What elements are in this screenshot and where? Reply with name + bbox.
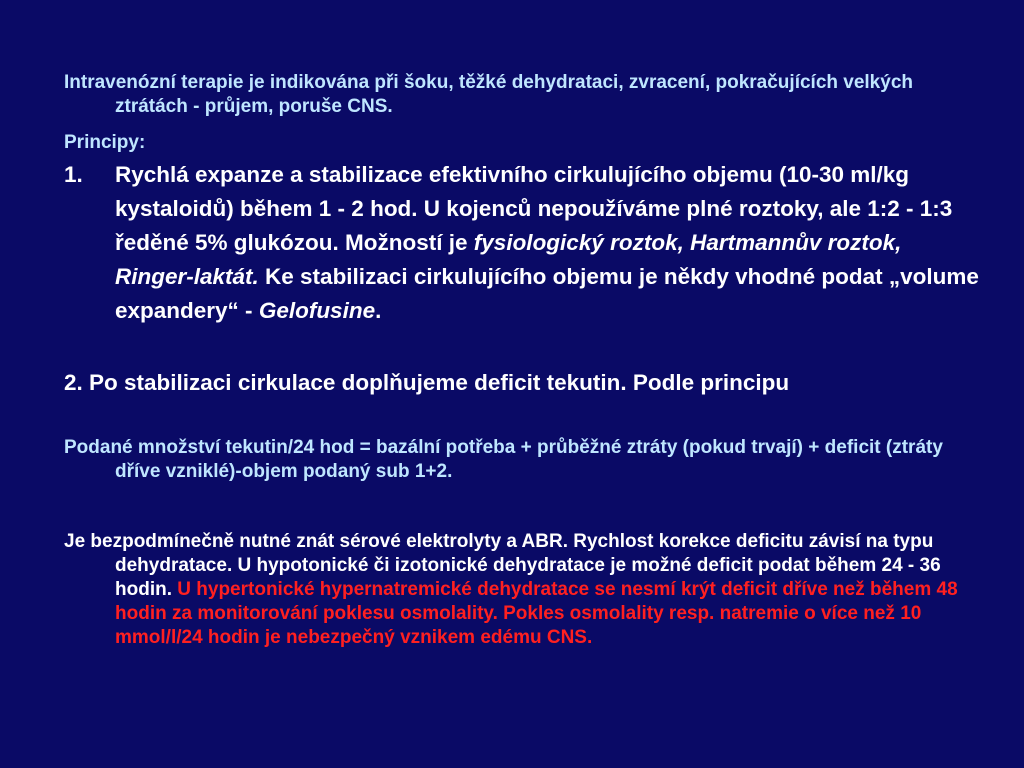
formula-paragraph	[64, 436, 984, 484]
intro-paragraph	[64, 71, 984, 119]
item-2-text: 2. Po stabilizaci cirkulace doplňujeme deficit tekutin. Podle principu	[64, 370, 790, 395]
item-1-number: 1.	[64, 162, 83, 187]
item-1-solutions: fysiologický roztok, Hartmannův roztok, Ringer-laktát.	[115, 230, 902, 289]
item-1-text-c: .	[375, 298, 382, 323]
intro-text: Intravenózní terapie je indikována při šoku, těžké dehydrataci, zvracení, pokračujících velkých ztrátách - průjem, poruše CNS.	[64, 72, 913, 117]
item-1-text-a: Rychlá expanze a stabilizace efektivního cirkulujícího objemu (10-30 ml/kg kystaloidů) během 1 - 2 hod. U kojenců nepoužíváme plné roztoky, ale 1:2 - 1:3 ředěné 5% glukózou. Možností je	[115, 162, 953, 255]
principy-heading	[64, 131, 984, 155]
item-1-gelofusine: Gelofusine	[258, 298, 376, 323]
note-red-warning: U hypertonické hypernatremické dehydratace se nesmí krýt deficit dříve než během 48 hodin za monitorování poklesu osmolality. Pokles osmolality resp. natremie o více než 10 mmol/l/24 hodin je nebezpečný vznikem edému CNS.	[115, 579, 958, 648]
principy-label: Principy:	[64, 132, 146, 153]
principle-item-1	[64, 158, 984, 328]
electrolyte-note	[64, 530, 984, 650]
item-1-text-b: Ke stabilizaci cirkulujícího objemu je někdy vhodné podat „volume expandery“ -	[115, 264, 979, 323]
note-white-text: Je bezpodmínečně nutné znát sérové elektrolyty a ABR. Rychlost korekce deficitu závisí na typu dehydratace. U hypotonické či izotonické dehydratace je možné deficit podat během 24 - 36 hodin.	[64, 531, 941, 600]
formula-text: Podané množství tekutin/24 hod = bazální potřeba + průběžné ztráty (pokud trvají) + deficit (ztráty dříve vzniklé)-objem podaný sub 1+2.	[64, 437, 943, 482]
principle-item-2	[64, 366, 984, 400]
